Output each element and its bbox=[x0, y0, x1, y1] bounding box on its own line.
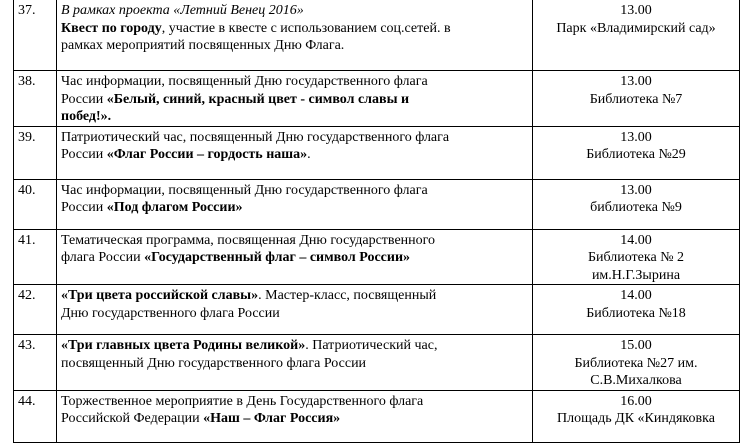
event-text: Тематическая программа, посвященная Дню государственного bbox=[61, 232, 436, 248]
event-line bbox=[61, 232, 528, 250]
table-row bbox=[14, 390, 740, 442]
event-title-bold: «Флаг России – гордость наша» bbox=[106, 147, 308, 162]
event-time: 13.00 bbox=[620, 129, 652, 145]
time-and-place bbox=[533, 285, 740, 335]
event-time: 16.00 bbox=[620, 393, 652, 409]
event-venue: Библиотека № 2 bbox=[587, 250, 685, 265]
event-title-bold: «Три цвета российской славы» bbox=[61, 288, 259, 303]
event-description bbox=[57, 126, 533, 179]
event-description bbox=[57, 71, 533, 127]
event-venue: С.В.Михалкова bbox=[590, 373, 682, 388]
event-line bbox=[61, 393, 528, 411]
event-description bbox=[57, 390, 533, 442]
event-venue: Площадь ДК «Киндяковка bbox=[557, 411, 715, 426]
event-text: Патриотический час, посвященный Дню государственного флага bbox=[61, 129, 450, 145]
events-table bbox=[13, 0, 740, 443]
event-text: России bbox=[61, 200, 107, 215]
row-number: 40. bbox=[14, 179, 57, 229]
table-row bbox=[14, 335, 740, 391]
event-text: посвященный Дню государственного флага России bbox=[61, 355, 367, 371]
event-time: 13.00 bbox=[620, 3, 652, 18]
event-title-bold: «Три главных цвета Родины великой» bbox=[61, 338, 306, 353]
event-venue: Библиотека №7 bbox=[589, 91, 683, 107]
event-description bbox=[57, 179, 533, 229]
time-and-place bbox=[533, 0, 740, 71]
event-line bbox=[61, 287, 528, 305]
event-line bbox=[61, 37, 528, 55]
event-line bbox=[61, 410, 528, 428]
time-and-place bbox=[533, 335, 740, 391]
event-line bbox=[61, 73, 528, 91]
event-text: рамках мероприятий посвященных Дню Флага. bbox=[61, 38, 345, 53]
table-row bbox=[14, 126, 740, 179]
row-number: 37. bbox=[14, 0, 57, 71]
event-text: . Мастер-класс, посвященный bbox=[258, 288, 437, 303]
event-line bbox=[61, 182, 528, 200]
event-line bbox=[61, 199, 528, 217]
event-line bbox=[61, 129, 528, 147]
event-description bbox=[57, 285, 533, 335]
time-and-place bbox=[533, 390, 740, 442]
event-line bbox=[61, 108, 528, 126]
event-title-bold: «Под флагом России» bbox=[106, 200, 243, 215]
event-description bbox=[57, 0, 533, 71]
row-number: 39. bbox=[14, 126, 57, 179]
event-title-bold: «Наш – Флаг Россия» bbox=[203, 411, 341, 426]
time-and-place bbox=[533, 179, 740, 229]
event-time: 13.00 bbox=[620, 182, 652, 198]
event-venue: библиотека №9 bbox=[590, 200, 682, 215]
event-title-bold: «Государственный флаг – символ России» bbox=[144, 250, 411, 265]
event-description bbox=[57, 335, 533, 391]
event-text: Торжественное мероприятие в День Государственного флага bbox=[61, 393, 424, 409]
row-number: 44. bbox=[14, 390, 57, 442]
event-venue: Библиотека №18 bbox=[586, 305, 686, 321]
event-text: России bbox=[61, 91, 107, 107]
event-time: 15.00 bbox=[620, 338, 652, 353]
event-time: 13.00 bbox=[620, 74, 652, 89]
table-row bbox=[14, 229, 740, 285]
event-time: 14.00 bbox=[620, 288, 652, 303]
table-row bbox=[14, 0, 740, 71]
table-row bbox=[14, 71, 740, 127]
event-text: , участие в квесте с использованием соц.сетей. в bbox=[161, 20, 451, 36]
event-text: Российской Федерации bbox=[61, 411, 204, 426]
event-text: Час информации, посвященный Дню государственного флага bbox=[61, 182, 428, 198]
event-line bbox=[61, 146, 528, 164]
event-venue: им.Н.Г.Зырина bbox=[591, 267, 681, 283]
row-number: 42. bbox=[14, 285, 57, 335]
event-text: . bbox=[307, 147, 311, 162]
event-line bbox=[61, 2, 528, 20]
event-line bbox=[61, 305, 528, 323]
time-and-place bbox=[533, 71, 740, 127]
event-text: Дню государственного флага России bbox=[61, 305, 280, 321]
event-text: . Патриотический час, bbox=[305, 338, 438, 353]
event-line bbox=[61, 91, 528, 109]
event-line bbox=[61, 249, 528, 267]
event-line bbox=[61, 355, 528, 373]
events-table-body bbox=[14, 0, 740, 442]
time-and-place bbox=[533, 229, 740, 285]
event-text: Час информации, посвященный Дню государственного флага bbox=[61, 74, 428, 89]
event-title-bold: «Белый, синий, красный цвет - символ славы и bbox=[106, 91, 410, 107]
event-venue: Парк «Владимирский сад» bbox=[556, 20, 716, 36]
event-line bbox=[61, 20, 528, 38]
row-number: 41. bbox=[14, 229, 57, 285]
table-row bbox=[14, 179, 740, 229]
time-and-place bbox=[533, 126, 740, 179]
event-title-bold: побед!». bbox=[61, 109, 112, 124]
row-number: 43. bbox=[14, 335, 57, 391]
table-row bbox=[14, 285, 740, 335]
event-title-bold: Квест по городу bbox=[61, 20, 162, 36]
event-note-italic: В рамках проекта «Летний Венец 2016» bbox=[61, 3, 304, 18]
row-number: 38. bbox=[14, 71, 57, 127]
event-description bbox=[57, 229, 533, 285]
event-venue: Библиотека №27 им. bbox=[574, 355, 698, 371]
event-time: 14.00 bbox=[620, 232, 652, 248]
event-line bbox=[61, 337, 528, 355]
event-text: России bbox=[61, 147, 107, 162]
event-venue: Библиотека №29 bbox=[586, 147, 686, 162]
event-text: флага России bbox=[61, 250, 145, 265]
